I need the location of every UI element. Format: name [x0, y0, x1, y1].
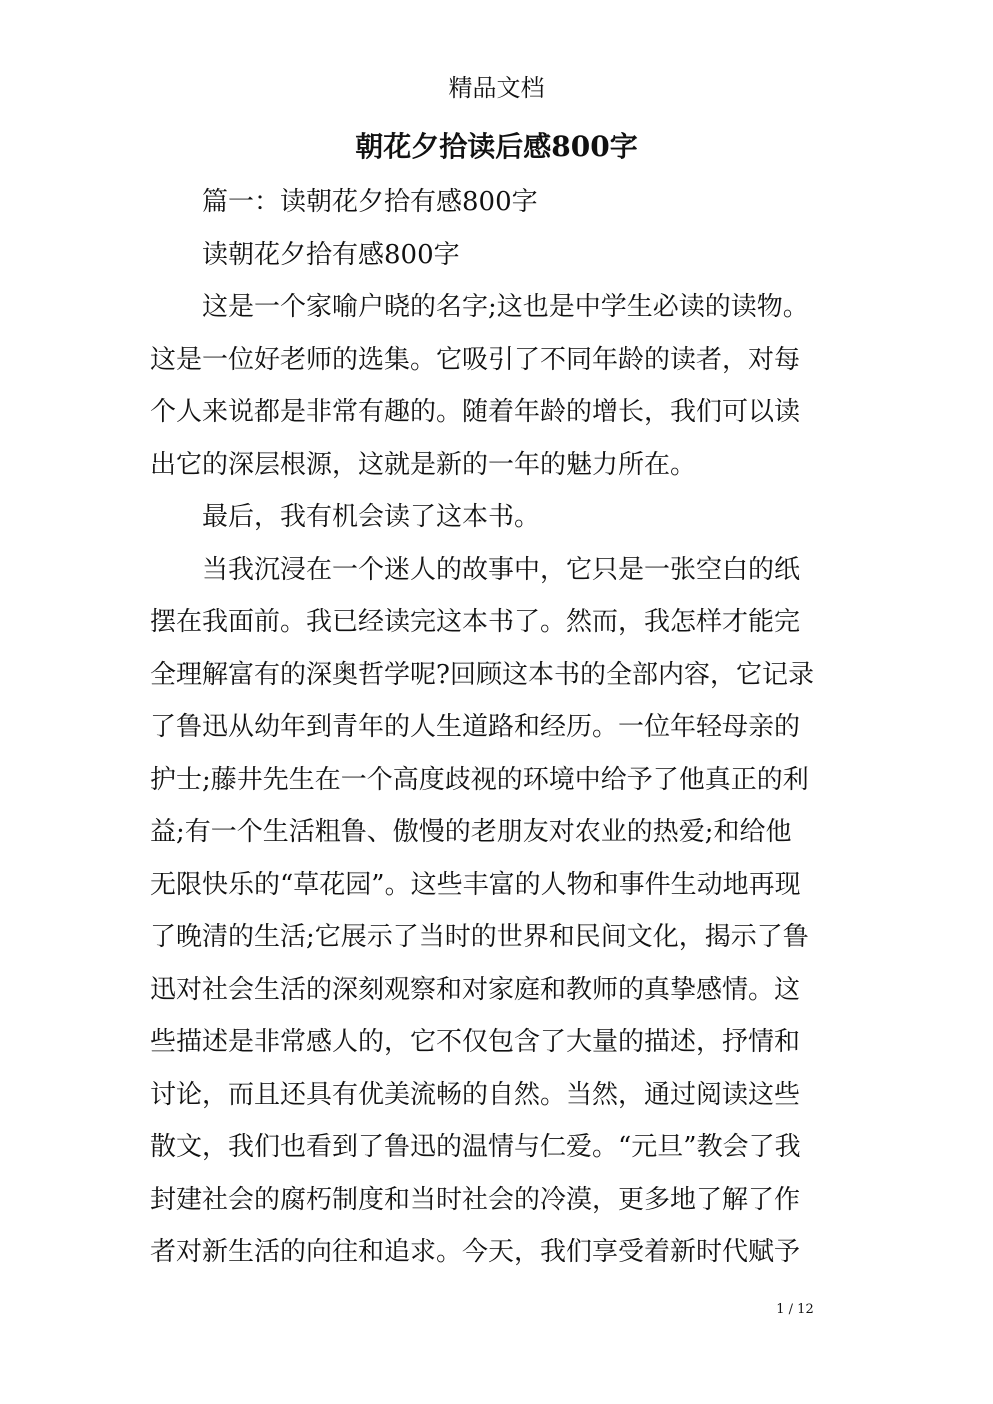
body-text-line: 篇一：读朝花夕拾有感800字	[202, 187, 538, 217]
body-text-line: 当我沉浸在一个迷人的故事中，它只是一张空白的纸	[202, 554, 801, 585]
document-body	[150, 176, 840, 1279]
page-number: 1 / 12	[776, 1302, 814, 1317]
body-text-line: 讨论，而且还具有优美流畅的自然。当然，通过阅读这些	[150, 1079, 801, 1110]
document-header: 精品文档	[448, 74, 545, 102]
body-text-line: 了鲁迅从幼年到青年的人生道路和经历。一位年轻母亲的	[150, 712, 801, 742]
body-text-line: 益;有一个生活粗鲁、傲慢的老朋友对农业的热爱;和给他	[150, 817, 792, 847]
body-text-line: 者对新生活的向往和追求。今天，我们享受着新时代赋予	[150, 1237, 801, 1267]
body-text-line: 全理解富有的深奥哲学呢?回顾这本书的全部内容，它记录	[150, 659, 814, 690]
body-text-line: 些描述是非常感人的，它不仅包含了大量的描述，抒情和	[150, 1027, 801, 1057]
body-text-line: 摆在我面前。我已经读完这本书了。然而，我怎样才能完	[150, 607, 801, 637]
body-text-line: 迅对社会生活的深刻观察和对家庭和教师的真挚感情。这	[150, 974, 801, 1005]
body-text-line: 读朝花夕拾有感800字	[202, 239, 460, 270]
body-text-line: 这是一个家喻户晓的名字;这也是中学生必读的读物。	[202, 292, 809, 322]
body-text-line: 无限快乐的“草花园”。这些丰富的人物和事件生动地再现	[150, 869, 801, 900]
document-title: 朝花夕拾读后感800字	[355, 130, 638, 163]
body-text-line: 这是一位好老师的选集。它吸引了不同年龄的读者，对每	[150, 344, 801, 375]
body-text-line: 个人来说都是非常有趣的。随着年龄的增长，我们可以读	[150, 397, 801, 427]
body-text-line: 散文，我们也看到了鲁迅的温情与仁爱。“元旦”教会了我	[150, 1132, 801, 1162]
body-text-line: 护士;藤井先生在一个高度歧视的环境中给予了他真正的利	[150, 764, 809, 795]
body-text-line: 最后，我有机会读了这本书。	[202, 502, 541, 532]
body-text-line: 了晚清的生活;它展示了当时的世界和民间文化，揭示了鲁	[150, 922, 809, 952]
body-text-line: 封建社会的腐朽制度和当时社会的冷漠，更多地了解了作	[150, 1184, 801, 1215]
body-text-line: 出它的深层根源，这就是新的一年的魅力所在。	[150, 449, 697, 480]
